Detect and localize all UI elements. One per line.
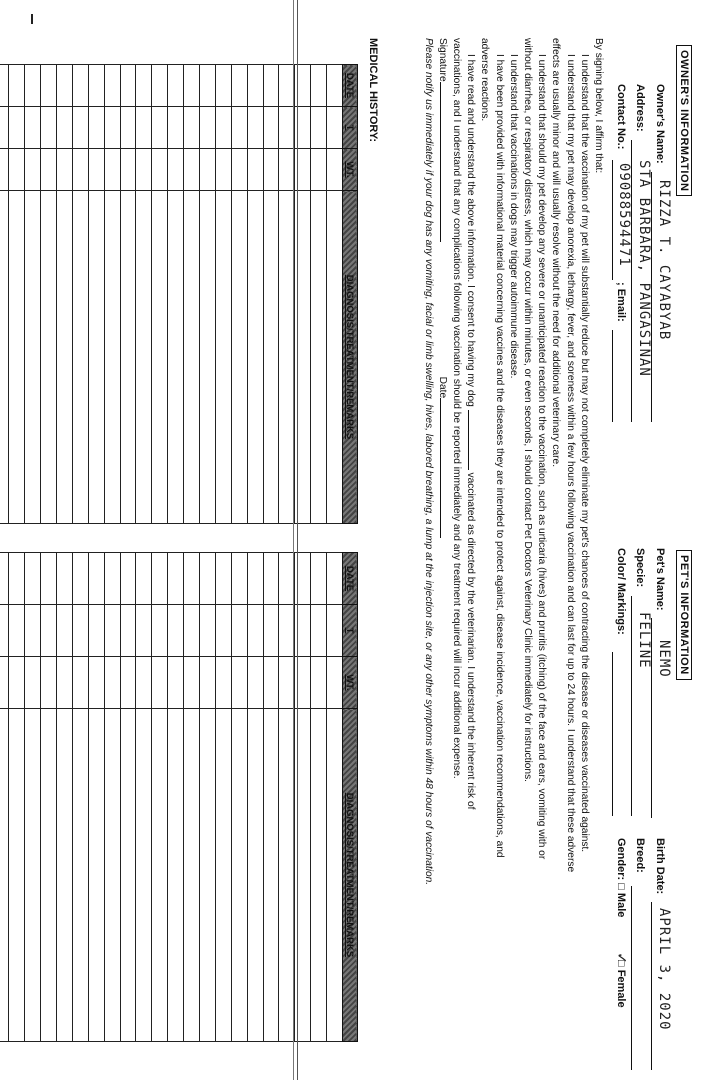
contact-line bbox=[612, 160, 613, 280]
table-cell bbox=[184, 107, 200, 149]
table-cell bbox=[104, 191, 120, 524]
table-cell bbox=[327, 65, 343, 107]
table-cell bbox=[327, 709, 343, 1042]
table-row bbox=[168, 553, 184, 1042]
table-row bbox=[88, 65, 104, 524]
table-row bbox=[136, 553, 152, 1042]
table-cell bbox=[231, 107, 247, 149]
table-cell bbox=[56, 149, 72, 191]
table-cell bbox=[247, 553, 263, 605]
table-cell bbox=[215, 553, 231, 605]
table-cell bbox=[136, 553, 152, 605]
col-temperature: T bbox=[343, 605, 358, 657]
table-cell bbox=[88, 191, 104, 524]
table-row bbox=[41, 65, 57, 524]
table-cell bbox=[184, 191, 200, 524]
table-cell bbox=[311, 657, 327, 709]
table-cell bbox=[231, 605, 247, 657]
table-cell bbox=[136, 149, 152, 191]
table-cell bbox=[0, 191, 9, 524]
table-cell bbox=[263, 65, 279, 107]
table-cell bbox=[9, 65, 25, 107]
table-cell bbox=[41, 191, 57, 524]
table-row bbox=[152, 65, 168, 524]
table-cell bbox=[215, 657, 231, 709]
table-cell bbox=[247, 107, 263, 149]
table-cell bbox=[25, 605, 41, 657]
table-cell bbox=[25, 657, 41, 709]
table-cell bbox=[41, 107, 57, 149]
table-row bbox=[41, 553, 57, 1042]
table-cell bbox=[41, 605, 57, 657]
consent-p4: I understand that vaccinations in dogs may trigger autoimmune disease. bbox=[507, 54, 519, 379]
table-cell bbox=[136, 191, 152, 524]
table-cell bbox=[72, 107, 88, 149]
owner-name-label: Owner's Name: bbox=[654, 84, 666, 164]
table-row bbox=[199, 553, 215, 1042]
table-cell bbox=[327, 191, 343, 524]
table-cell bbox=[168, 605, 184, 657]
table-row bbox=[184, 65, 200, 524]
birth-date-line bbox=[651, 902, 652, 1070]
table-cell bbox=[41, 553, 57, 605]
table-cell bbox=[120, 553, 136, 605]
table-row bbox=[56, 553, 72, 1042]
col-temperature: T bbox=[343, 107, 358, 149]
table-cell bbox=[136, 65, 152, 107]
table-cell bbox=[263, 605, 279, 657]
table-cell bbox=[88, 709, 104, 1042]
table-cell bbox=[168, 149, 184, 191]
consent-intro: By signing below, I affirm that: bbox=[593, 38, 604, 174]
contact-value: 09088594471 bbox=[616, 163, 632, 267]
signature-label: Signature bbox=[436, 38, 448, 82]
table-cell bbox=[41, 657, 57, 709]
table-cell bbox=[152, 657, 168, 709]
table-cell bbox=[104, 149, 120, 191]
table-row bbox=[184, 553, 200, 1042]
table-cell bbox=[0, 65, 9, 107]
table-cell bbox=[215, 605, 231, 657]
color-markings-label: Color/ Markings: bbox=[615, 548, 627, 635]
table-cell bbox=[215, 191, 231, 524]
table-row bbox=[327, 553, 343, 1042]
pet-name-value: NEMO bbox=[656, 640, 672, 678]
table-cell bbox=[247, 709, 263, 1042]
table-cell bbox=[327, 107, 343, 149]
table-cell bbox=[120, 191, 136, 524]
table-cell bbox=[215, 709, 231, 1042]
table-cell bbox=[168, 553, 184, 605]
table-cell bbox=[184, 709, 200, 1042]
table-cell bbox=[88, 657, 104, 709]
table-cell bbox=[136, 107, 152, 149]
table-cell bbox=[152, 553, 168, 605]
table-cell bbox=[247, 191, 263, 524]
table-cell bbox=[231, 191, 247, 524]
table-row bbox=[120, 65, 136, 524]
table-cell bbox=[152, 65, 168, 107]
table-row bbox=[9, 553, 25, 1042]
table-cell bbox=[199, 149, 215, 191]
table-cell bbox=[136, 605, 152, 657]
table-row bbox=[104, 65, 120, 524]
table-cell bbox=[136, 709, 152, 1042]
consent-p2-line2: effects are usually minor and will usually resolve without the need for additional veterinary care. bbox=[550, 38, 562, 468]
consent-p5-line1: I have been provided with informational material concerning vaccines and the diseases they are intended to protect against, disease incidence, vaccination recommendations, and bbox=[493, 54, 505, 858]
table-cell bbox=[263, 149, 279, 191]
table-cell bbox=[215, 65, 231, 107]
col-weight: WT. bbox=[343, 657, 358, 709]
table-cell bbox=[184, 605, 200, 657]
consent-p3-line2: without diarrhea, or respiratory distress, which may occur within minutes, or even seconds, I should contact Pet Doctors Veterinary Clinic immediately for instructions. bbox=[521, 38, 533, 782]
col-date: DATE bbox=[343, 553, 358, 605]
table-cell bbox=[120, 657, 136, 709]
table-cell bbox=[168, 107, 184, 149]
table-cell bbox=[56, 191, 72, 524]
table-cell bbox=[168, 65, 184, 107]
table-cell bbox=[311, 191, 327, 524]
table-cell bbox=[41, 709, 57, 1042]
table-row bbox=[72, 553, 88, 1042]
table-cell bbox=[311, 149, 327, 191]
table-cell bbox=[311, 605, 327, 657]
breed-label: Breed: bbox=[634, 838, 646, 873]
female-option: □ Female bbox=[615, 960, 627, 1008]
table-cell bbox=[327, 657, 343, 709]
col-date: DATE bbox=[343, 65, 358, 107]
table-cell bbox=[72, 191, 88, 524]
table-cell bbox=[72, 657, 88, 709]
scan-fold-line bbox=[297, 0, 298, 1080]
medical-history-table-left bbox=[0, 64, 358, 524]
table-cell bbox=[72, 65, 88, 107]
table-cell bbox=[9, 657, 25, 709]
table-cell bbox=[9, 149, 25, 191]
table-cell bbox=[25, 709, 41, 1042]
table-row bbox=[25, 65, 41, 524]
table-cell bbox=[41, 65, 57, 107]
table-cell bbox=[104, 553, 120, 605]
table-cell bbox=[231, 657, 247, 709]
consent-p3-line1: I understand that should my pet develop any severe or unanticipated reaction to the vaccination, such as urticaria (hives) and pruritis (itching) of the face and ears, vomiting with or bbox=[536, 54, 548, 860]
dog-name-blank bbox=[468, 410, 469, 470]
table-cell bbox=[168, 657, 184, 709]
table-cell bbox=[41, 149, 57, 191]
table-row bbox=[263, 65, 279, 524]
table-cell bbox=[0, 553, 9, 605]
table-row bbox=[247, 553, 263, 1042]
table-cell bbox=[0, 149, 9, 191]
table-row bbox=[0, 553, 9, 1042]
consent-text bbox=[420, 38, 605, 885]
table-cell bbox=[215, 149, 231, 191]
table-cell bbox=[311, 107, 327, 149]
table-cell bbox=[104, 657, 120, 709]
signature-line bbox=[440, 82, 441, 242]
table-cell bbox=[56, 65, 72, 107]
table-cell bbox=[184, 65, 200, 107]
vaccination-notice: Please notify us immediately if your dog has any vomiting, facial or limb swelling, hives, labored breathing, a lump at the injection site, or any other symptoms within 48 hours of vaccination. bbox=[422, 38, 434, 886]
owner-info-heading: OWNER'S INFORMATION bbox=[676, 45, 692, 196]
table-row bbox=[231, 65, 247, 524]
table-cell bbox=[184, 553, 200, 605]
table-cell bbox=[199, 107, 215, 149]
table-row bbox=[104, 553, 120, 1042]
col-diagnosis: DIAGNOSIS/TREATMENT/REMARKS bbox=[343, 709, 358, 1042]
table-row bbox=[247, 65, 263, 524]
table-cell bbox=[247, 149, 263, 191]
species-value: FELINE bbox=[636, 612, 652, 669]
table-cell bbox=[184, 657, 200, 709]
table-cell bbox=[152, 605, 168, 657]
scan-mark bbox=[31, 14, 33, 24]
owner-name-value: RIZZA T. CAYABYAB bbox=[656, 180, 672, 341]
col-weight: WT. bbox=[343, 149, 358, 191]
table-cell bbox=[120, 65, 136, 107]
address-value: STA BARBARA, PANGASINAN bbox=[636, 160, 652, 377]
table-row bbox=[263, 553, 279, 1042]
table-cell bbox=[263, 191, 279, 524]
table-row bbox=[9, 65, 25, 524]
table-cell bbox=[215, 107, 231, 149]
table-cell bbox=[88, 605, 104, 657]
table-cell bbox=[9, 191, 25, 524]
table-cell bbox=[9, 709, 25, 1042]
species-label: Specie: bbox=[634, 548, 646, 588]
table-cell bbox=[152, 191, 168, 524]
table-row bbox=[231, 553, 247, 1042]
table-cell bbox=[72, 149, 88, 191]
table-cell bbox=[120, 107, 136, 149]
date-line bbox=[440, 398, 441, 538]
table-cell bbox=[120, 709, 136, 1042]
table-cell bbox=[152, 149, 168, 191]
pet-info-heading: PET'S INFORMATION bbox=[676, 550, 692, 680]
table-cell bbox=[168, 709, 184, 1042]
table-row bbox=[25, 553, 41, 1042]
table-cell bbox=[56, 657, 72, 709]
table-cell bbox=[56, 709, 72, 1042]
date-label: Date bbox=[436, 376, 448, 399]
table-cell bbox=[72, 553, 88, 605]
table-cell bbox=[152, 709, 168, 1042]
table-cell bbox=[56, 605, 72, 657]
table-cell bbox=[231, 65, 247, 107]
table-header-row bbox=[343, 553, 358, 1042]
table-cell bbox=[199, 191, 215, 524]
table-cell bbox=[263, 553, 279, 605]
consent-p1: I understand that the vaccination of my pet will substantially reduce but may not completely eliminate my pet's chances of contracting the disease or diseases vaccinated against. bbox=[578, 54, 590, 853]
table-cell bbox=[56, 107, 72, 149]
table-row bbox=[311, 553, 327, 1042]
table-row bbox=[136, 65, 152, 524]
table-cell bbox=[0, 657, 9, 709]
breed-line bbox=[631, 886, 632, 1070]
email-label: ; Email: bbox=[615, 282, 627, 322]
table-cell bbox=[311, 65, 327, 107]
table-cell bbox=[231, 553, 247, 605]
table-row bbox=[311, 65, 327, 524]
table-row bbox=[120, 553, 136, 1042]
table-cell bbox=[247, 65, 263, 107]
table-row bbox=[152, 553, 168, 1042]
table-cell bbox=[327, 605, 343, 657]
table-cell bbox=[231, 149, 247, 191]
pet-name-label: Pet's Name: bbox=[654, 548, 666, 611]
birth-date-value: APRIL 3, 2020 bbox=[656, 908, 672, 1031]
medical-history-table-right bbox=[0, 552, 358, 1042]
table-cell bbox=[263, 657, 279, 709]
address-label: Address: bbox=[634, 84, 646, 132]
consent-p2-line1: I understand that my pet may develop anorexia, lethargy, fever, and soreness within a few hours following vaccination and can last for up to 24 hours. I understand that these adverse bbox=[564, 54, 576, 873]
table-cell bbox=[0, 709, 9, 1042]
table-cell bbox=[88, 149, 104, 191]
table-cell bbox=[104, 65, 120, 107]
consent-p6-line2: vaccinations, and I understand that any complications following vaccination should be reported immediately and any treatment required will incur additional expense. bbox=[450, 38, 462, 779]
table-cell bbox=[25, 65, 41, 107]
female-check-mark: ✓ bbox=[613, 953, 632, 964]
table-cell bbox=[120, 149, 136, 191]
table-cell bbox=[199, 65, 215, 107]
email-line bbox=[612, 330, 613, 422]
table-cell bbox=[247, 657, 263, 709]
table-cell bbox=[199, 605, 215, 657]
birth-date-label: Birth Date: bbox=[654, 838, 666, 895]
table-cell bbox=[199, 657, 215, 709]
table-cell bbox=[199, 553, 215, 605]
table-cell bbox=[263, 107, 279, 149]
table-cell bbox=[199, 709, 215, 1042]
table-cell bbox=[311, 553, 327, 605]
table-cell bbox=[56, 553, 72, 605]
consent-p6-line1: I have read and understand the above information. I consent to having my dog vaccinated as directed by the veterinarian. I understand the inherent risk of bbox=[465, 54, 477, 810]
table-cell bbox=[184, 149, 200, 191]
table-row bbox=[327, 65, 343, 524]
table-cell bbox=[152, 107, 168, 149]
table-header-row bbox=[343, 65, 358, 524]
table-cell bbox=[104, 709, 120, 1042]
table-row bbox=[0, 65, 9, 524]
table-row bbox=[215, 65, 231, 524]
table-cell bbox=[0, 107, 9, 149]
table-row bbox=[168, 65, 184, 524]
color-markings-line bbox=[612, 652, 613, 816]
table-cell bbox=[25, 107, 41, 149]
table-cell bbox=[104, 605, 120, 657]
table-cell bbox=[0, 605, 9, 657]
table-row bbox=[88, 553, 104, 1042]
table-cell bbox=[263, 709, 279, 1042]
table-cell bbox=[88, 65, 104, 107]
gender-label: Gender: □ Male bbox=[615, 838, 627, 918]
table-cell bbox=[311, 709, 327, 1042]
table-cell bbox=[168, 191, 184, 524]
table-cell bbox=[88, 107, 104, 149]
table-row bbox=[72, 65, 88, 524]
table-cell bbox=[247, 605, 263, 657]
table-cell bbox=[72, 605, 88, 657]
contact-label: Contact No.: bbox=[615, 84, 627, 150]
table-cell bbox=[25, 149, 41, 191]
table-cell bbox=[104, 107, 120, 149]
table-row bbox=[215, 553, 231, 1042]
table-cell bbox=[327, 553, 343, 605]
table-cell bbox=[136, 657, 152, 709]
table-cell bbox=[231, 709, 247, 1042]
medical-history-heading: MEDICAL HISTORY: bbox=[367, 38, 379, 143]
table-row bbox=[199, 65, 215, 524]
table-cell bbox=[327, 149, 343, 191]
col-diagnosis: DIAGNOSIS/TREATMENT/REMARKS bbox=[343, 191, 358, 524]
table-cell bbox=[25, 553, 41, 605]
table-cell bbox=[88, 553, 104, 605]
table-cell bbox=[72, 709, 88, 1042]
table-cell bbox=[9, 107, 25, 149]
table-row bbox=[56, 65, 72, 524]
table-cell bbox=[25, 191, 41, 524]
table-cell bbox=[9, 605, 25, 657]
species-line bbox=[631, 596, 632, 816]
consent-p5-line2: adverse reactions. bbox=[479, 38, 491, 122]
signature-row bbox=[435, 38, 449, 885]
table-cell bbox=[120, 605, 136, 657]
scan-fold-line bbox=[293, 0, 294, 1080]
table-cell bbox=[9, 553, 25, 605]
